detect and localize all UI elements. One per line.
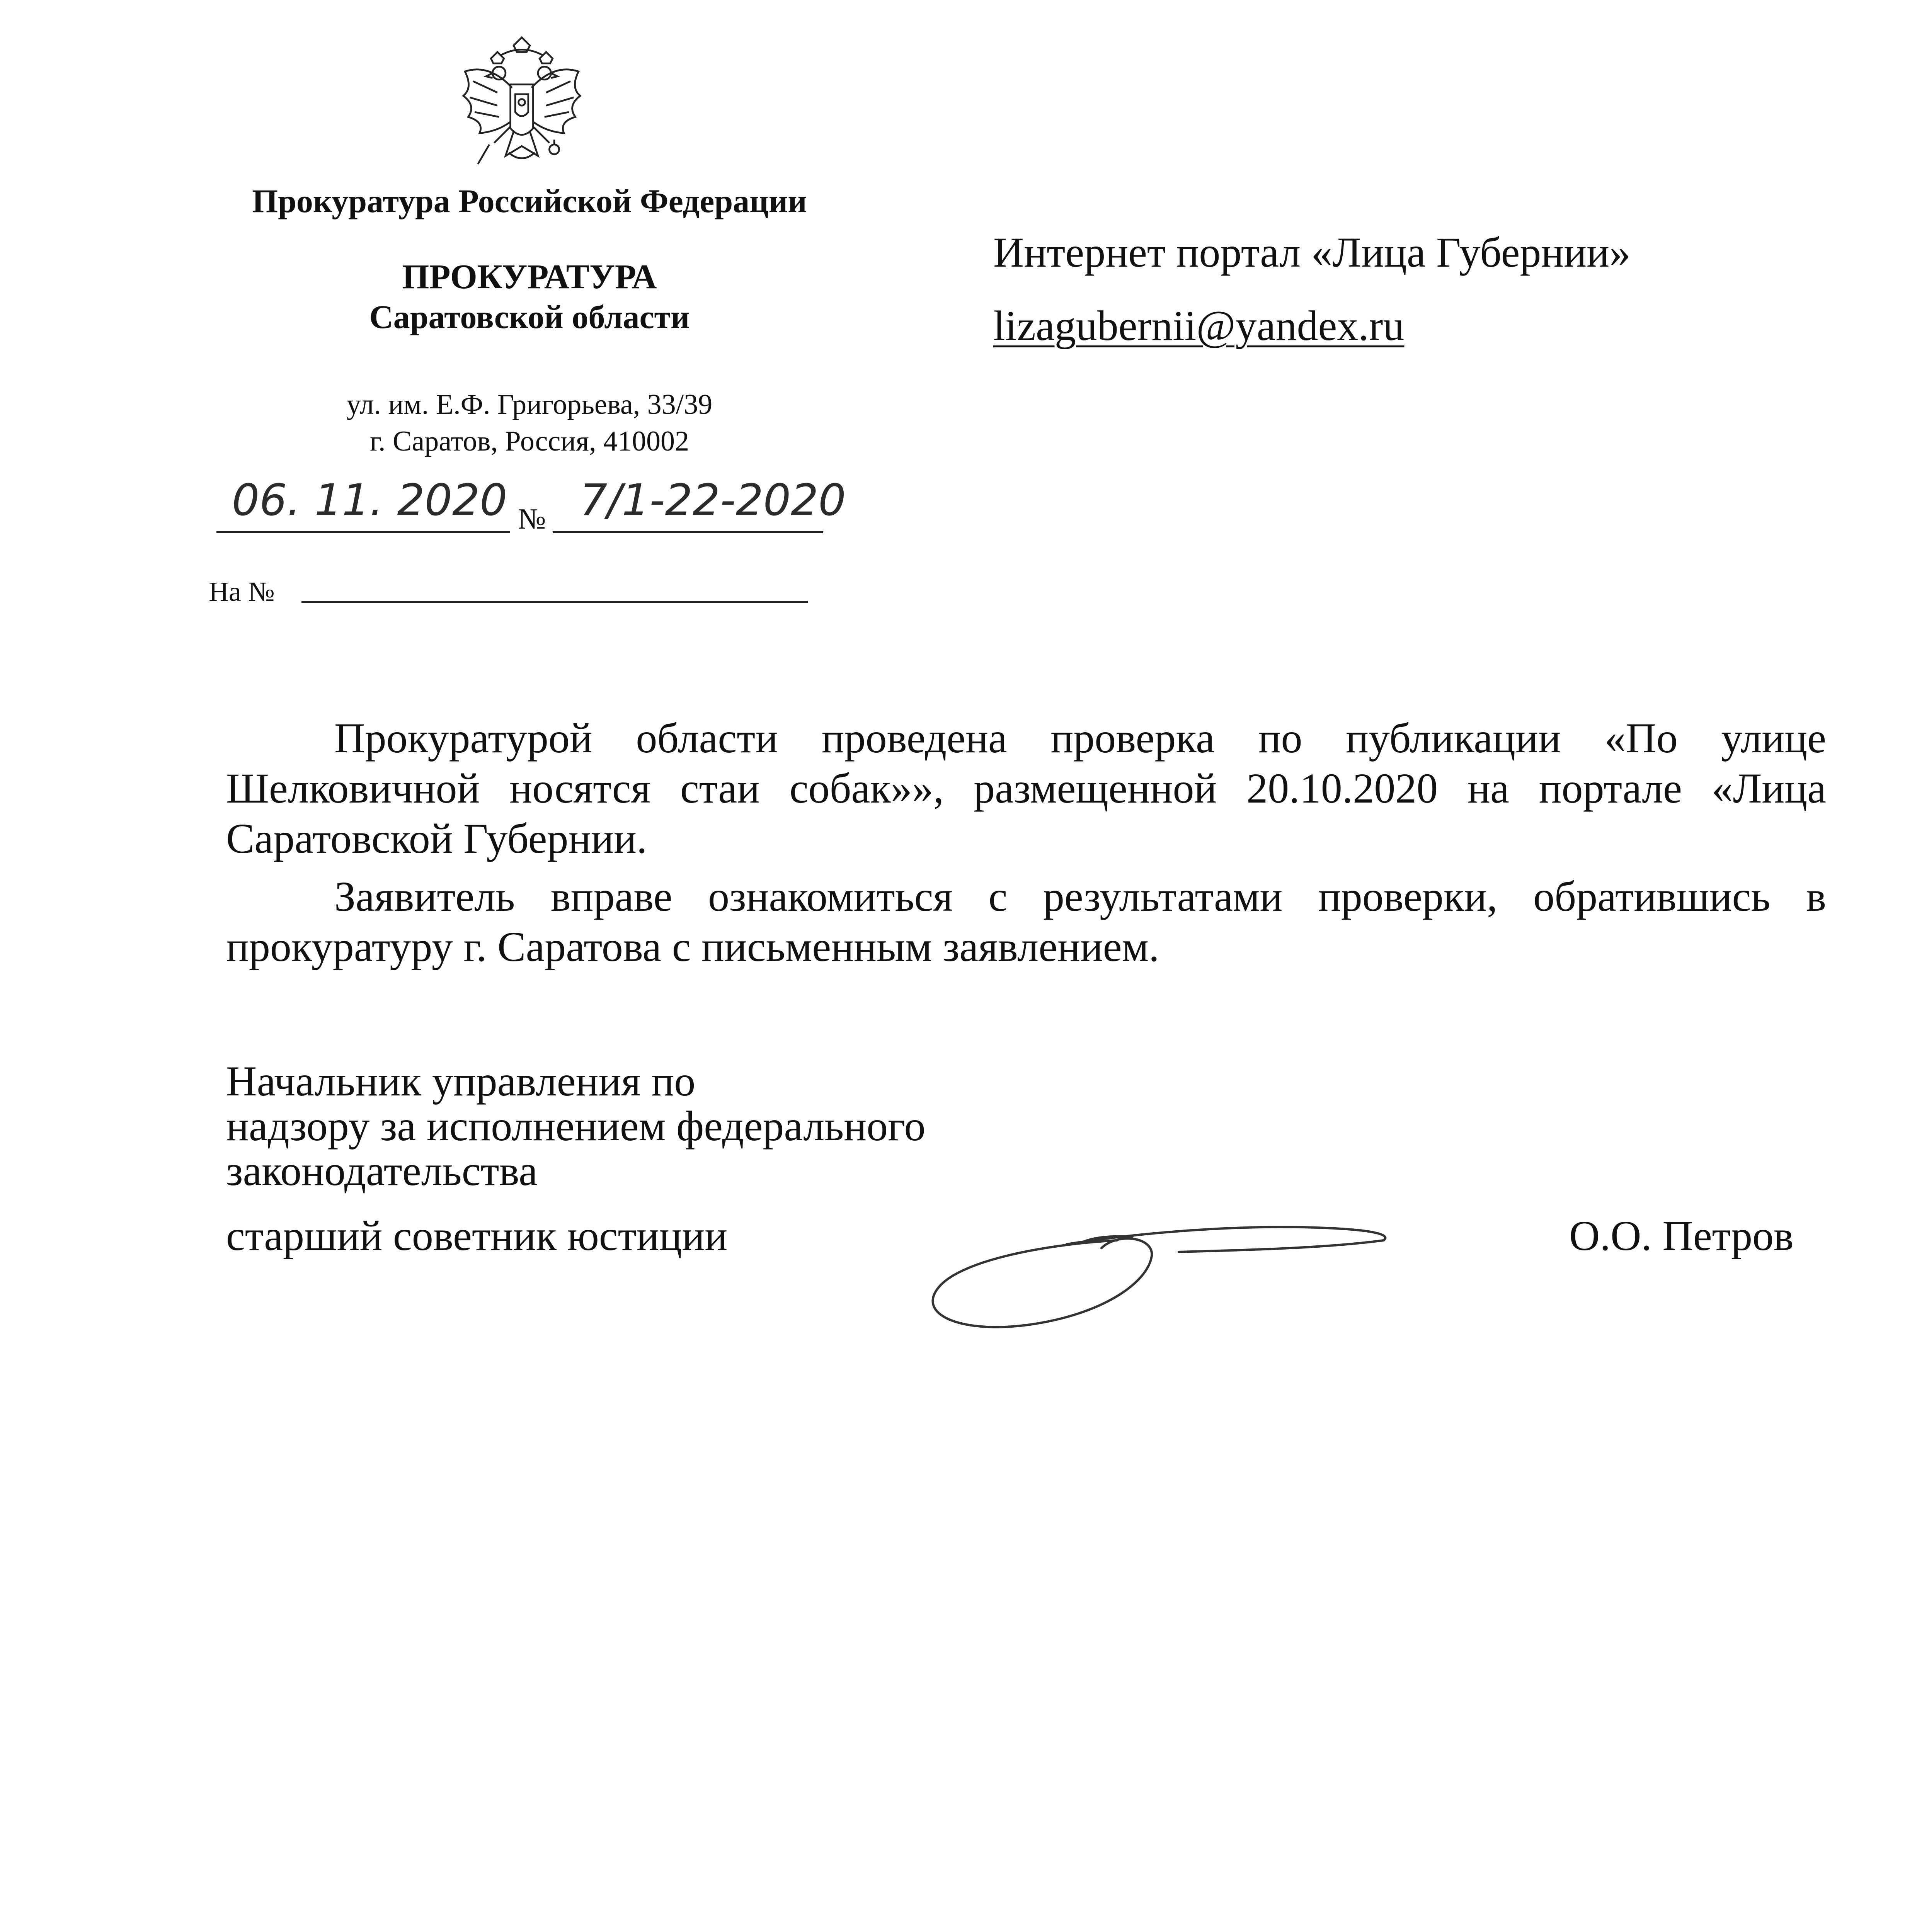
org-region: Саратовской области	[369, 298, 690, 335]
reply-to-underline	[301, 601, 808, 603]
addressee-name: Интернет портал «Лица Губернии»	[993, 229, 1631, 276]
body-paragraph-2: Заявитель вправе ознакомиться с результатами проверки, обратившись в прокуратуру г. Саратова с письменным заявлением.	[226, 873, 1826, 970]
outgoing-number-handwritten: 7/1-22-2020	[580, 475, 846, 526]
number-underline	[553, 531, 823, 533]
reply-to-label: На №	[209, 576, 275, 607]
signer-rank: старший советник юстиции	[226, 1212, 728, 1259]
outgoing-number-sign: №	[518, 503, 546, 535]
signer-name: О.О. Петров	[1569, 1212, 1794, 1259]
org-title: ПРОКУРАТУРА	[402, 258, 657, 296]
addressee-email: lizagubernii@yandex.ru	[993, 302, 1405, 349]
date-underline	[216, 531, 510, 533]
russian-coat-of-arms-icon	[441, 31, 603, 193]
org-address-city: г. Саратов, Россия, 410002	[370, 425, 689, 457]
signer-position-line-1: Начальник управления по	[226, 1058, 696, 1105]
body-paragraph-1: Прокуратурой области проведена проверка по публикации «По улице Шелковичной носятся стаи собак»», размещенной 20.10.2020 на портале «Лица Саратовской Губернии.	[226, 714, 1826, 862]
handwritten-signature	[901, 1186, 1434, 1349]
org-federal-name: Прокуратура Российской Федерации	[252, 182, 807, 219]
org-address-street: ул. им. Е.Ф. Григорьева, 33/39	[346, 389, 713, 420]
outgoing-date-handwritten: 06. 11. 2020	[232, 475, 507, 526]
signer-position-line-2: надзору за исполнением федерального	[226, 1102, 926, 1150]
signer-position-line-3: законодательства	[226, 1147, 538, 1194]
